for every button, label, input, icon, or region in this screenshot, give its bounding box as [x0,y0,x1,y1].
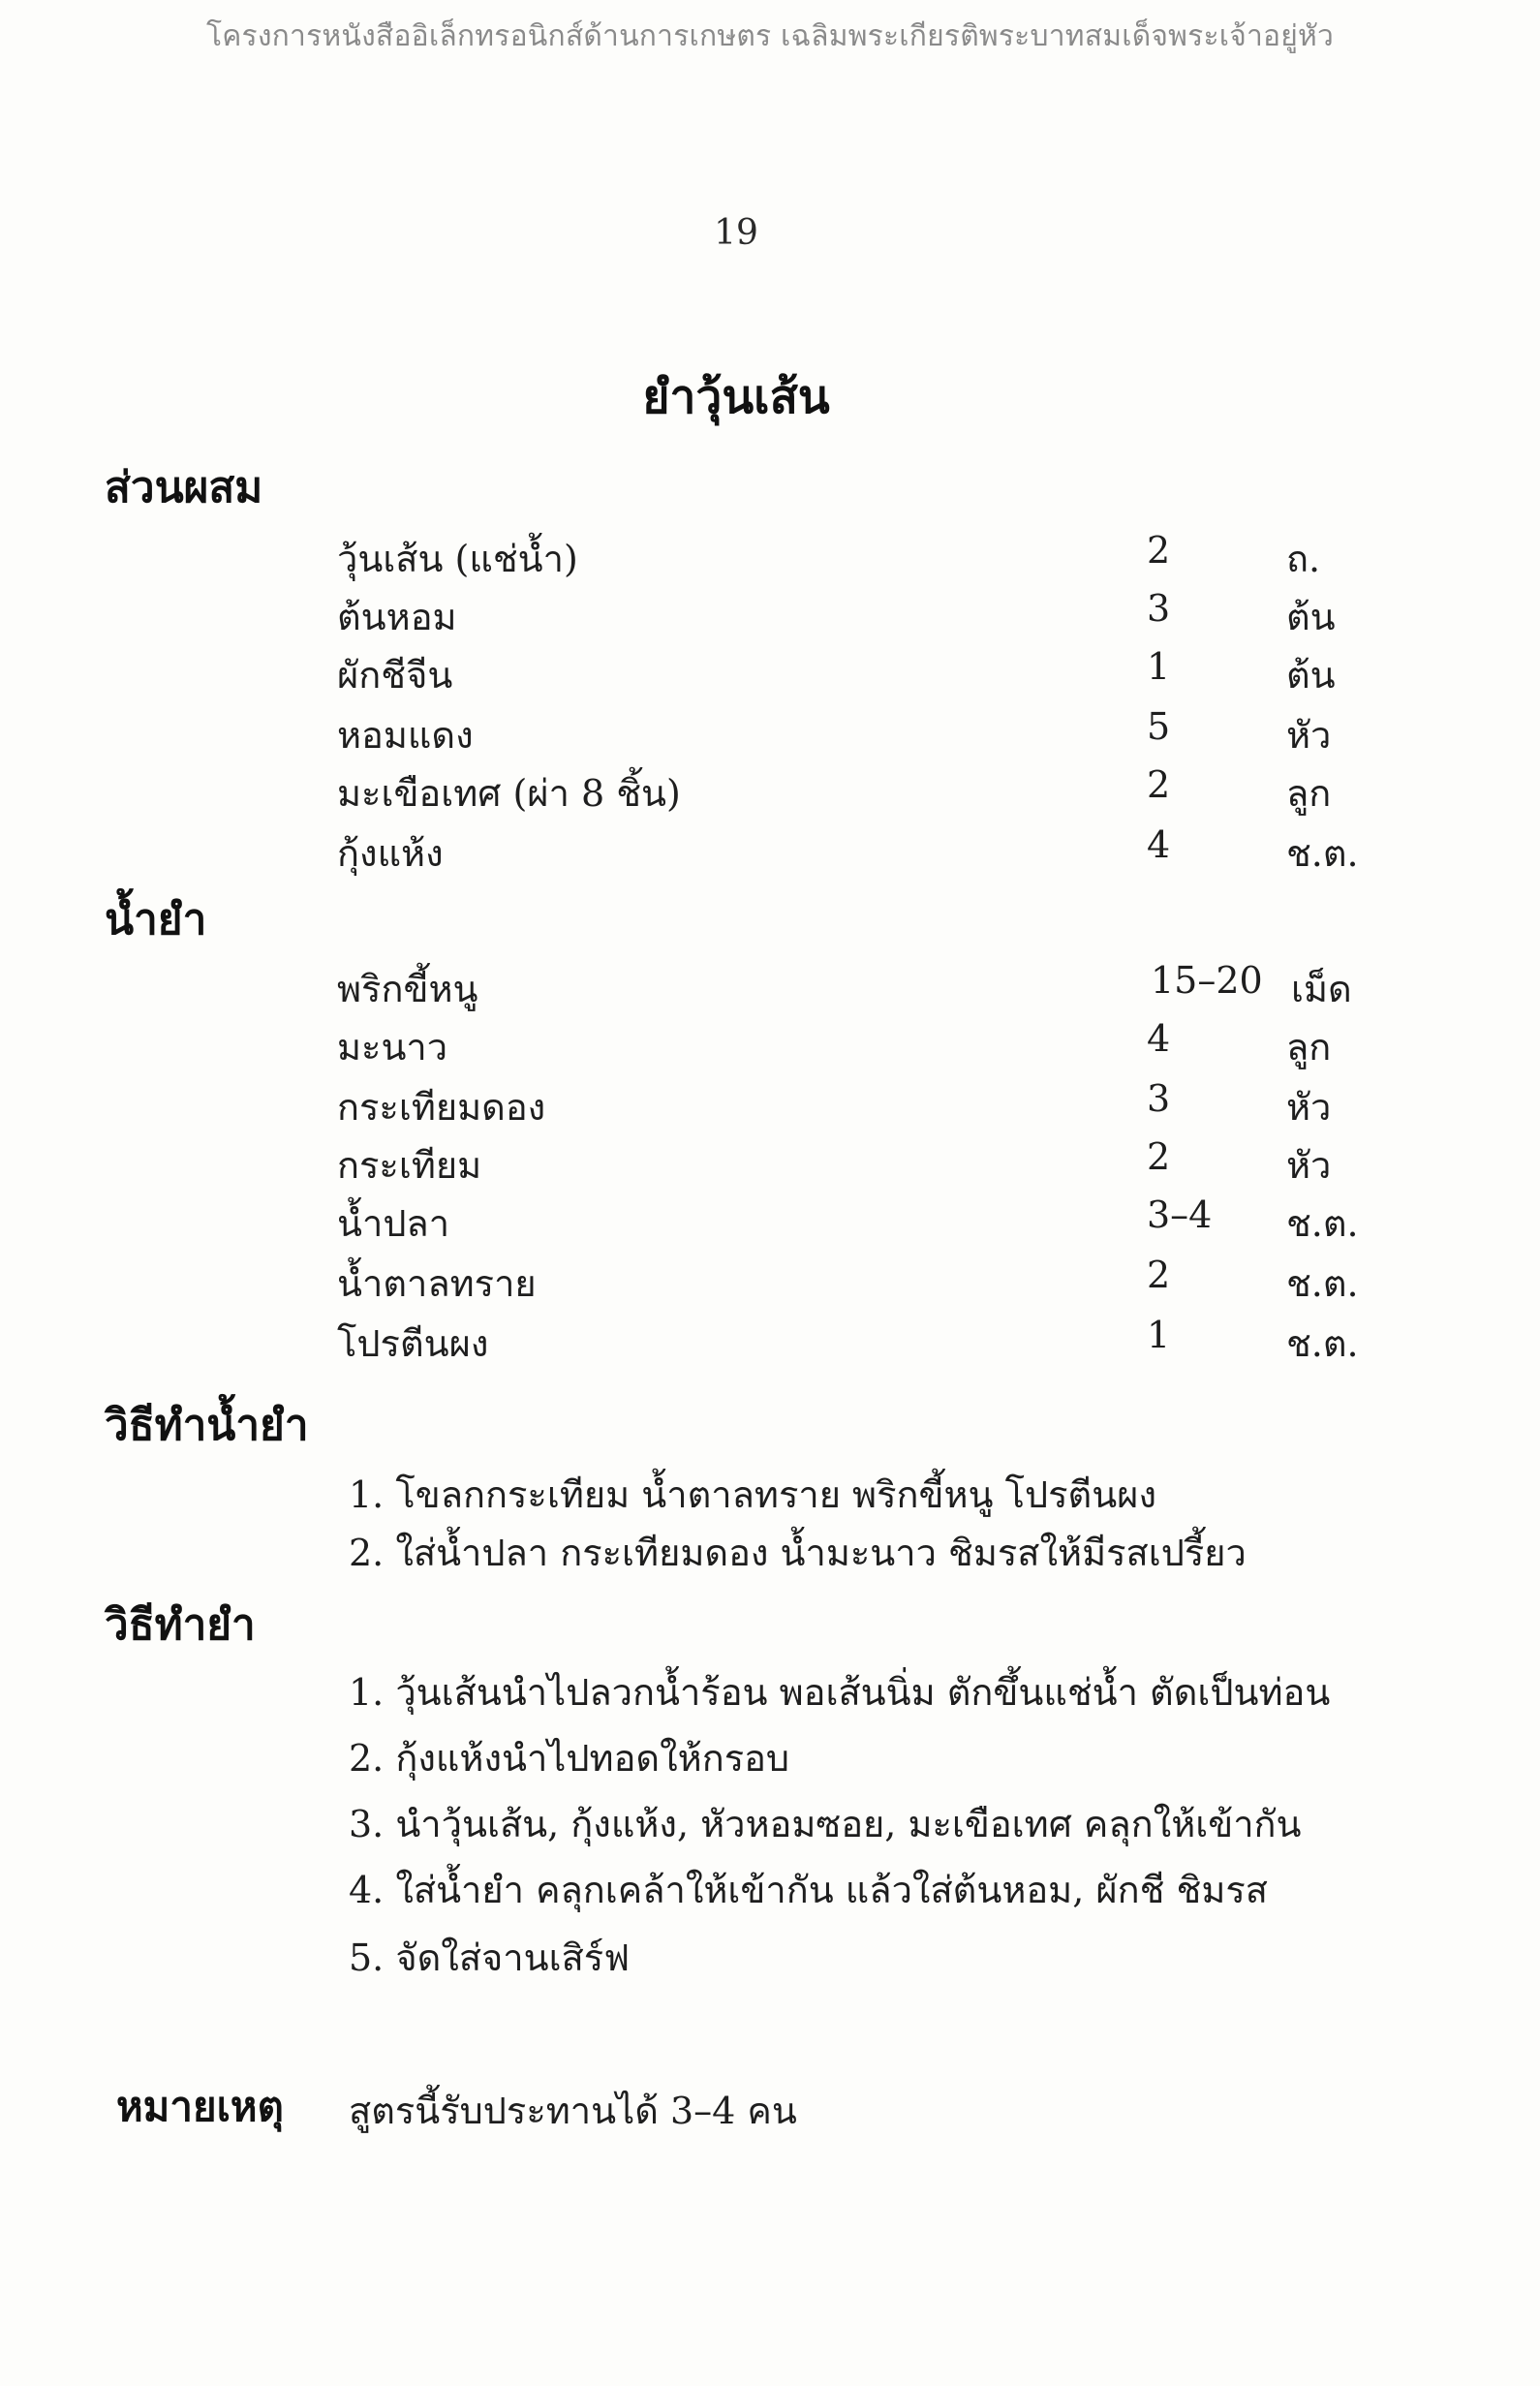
ingredient-name: ผักชีจีน [337,654,453,697]
dressing-name: มะนาว [337,1026,448,1069]
ingredient-unit: ต้น [1286,654,1336,697]
ingredient-name: กุ้งแห้ง [337,832,444,875]
dressing-name: โปรตีนผง [337,1322,489,1365]
dressing-row [337,1193,1383,1248]
ingredient-name: หอมแดง [337,714,474,757]
dressing-unit: ลูก [1286,1026,1332,1069]
dressing-unit: หัว [1286,1086,1332,1129]
dressing-row [337,1017,1383,1071]
salad-step: 3. นำวุ้นเส้น, กุ้งแห้ง, หัวหอมซอย, มะเขือเทศ คลุกให้เข้ากัน [349,1803,1302,1845]
section-dressing: น้ำยำ [105,895,207,945]
dressing-step: 2. ใส่น้ำปลา กระเทียมดอง น้ำมะนาว ชิมรสให้มีรสเปรี้ยว [349,1532,1247,1574]
section-salad-method: วิธีทำยำ [105,1600,256,1650]
section-ingredients: ส่วนผสม [105,463,263,512]
page-number: 19 [714,213,758,253]
dressing-unit: หัว [1286,1144,1332,1187]
ingredient-row [337,529,1383,583]
ingredient-name: มะเขือเทศ (ผ่า 8 ชิ้น) [337,772,681,815]
salad-step: 5. จัดใส่จานเสิร์ฟ [349,1937,631,1979]
ingredient-row [337,763,1383,818]
dressing-qty: 15–20 [1151,959,1263,1002]
ingredient-row [337,645,1383,699]
dressing-name: กระเทียม [337,1144,482,1187]
dressing-unit: ช.ต. [1286,1202,1359,1245]
ingredient-unit: ลูก [1286,772,1332,815]
dressing-qty: 3 [1147,1077,1171,1120]
recipe-title: ยำวุ้นเส้น [642,370,830,424]
dressing-name: น้ำปลา [337,1202,450,1245]
note-text: สูตรนี้รับประทานได้ 3–4 คน [349,2090,797,2132]
ingredient-qty: 4 [1147,823,1171,866]
ingredient-qty: 1 [1147,645,1171,688]
ingredient-qty: 2 [1147,763,1171,806]
dressing-qty: 2 [1147,1135,1171,1178]
ingredient-qty: 3 [1147,587,1171,630]
dressing-name: พริกขี้หนู [337,968,478,1010]
dressing-row [337,1135,1383,1190]
page-header: โครงการหนังสืออิเล็กทรอนิกส์ด้านการเกษตร เฉลิมพระเกียรติพระบาทสมเด็จพระเจ้าอยู่หัว [205,19,1335,53]
section-dressing-method: วิธีทำน้ำยำ [105,1401,309,1450]
salad-step: 1. วุ้นเส้นนำไปลวกน้ำร้อน พอเส้นนิ่ม ตักขึ้นแช่น้ำ ตัดเป็นท่อน [349,1671,1331,1714]
ingredient-name: วุ้นเส้น (แช่น้ำ) [337,538,578,580]
ingredient-unit: หัว [1286,714,1332,757]
ingredient-qty: 5 [1147,705,1171,748]
dressing-row [337,1077,1383,1131]
ingredient-row [337,705,1383,759]
salad-step: 4. ใส่น้ำยำ คลุกเคล้าให้เข้ากัน แล้วใส่ต้นหอม, ผักชี ชิมรส [349,1869,1268,1911]
dressing-row [337,1254,1383,1308]
ingredient-name: ต้นหอม [337,596,457,638]
ingredient-row [337,823,1383,878]
dressing-qty: 2 [1147,1254,1171,1296]
dressing-row [337,959,1383,1013]
dressing-qty: 4 [1147,1017,1171,1060]
dressing-name: กระเทียมดอง [337,1086,546,1129]
dressing-name: น้ำตาลทราย [337,1262,537,1305]
ingredient-qty: 2 [1147,529,1171,572]
ingredient-unit: ต้น [1286,596,1336,638]
dressing-qty: 1 [1147,1314,1171,1356]
note-label: หมายเหตุ [116,2083,284,2130]
dressing-qty: 3–4 [1147,1193,1213,1236]
salad-step: 2. กุ้งแห้งนำไปทอดให้กรอบ [349,1737,790,1780]
dressing-unit: เม็ด [1291,968,1352,1010]
dressing-step: 1. โขลกกระเทียม น้ำตาลทราย พริกขี้หนู โปรตีนผง [349,1473,1156,1516]
dressing-row [337,1314,1383,1368]
dressing-unit: ช.ต. [1286,1262,1359,1305]
ingredient-unit: ถ. [1286,538,1321,580]
dressing-unit: ช.ต. [1286,1322,1359,1365]
ingredient-row [337,587,1383,641]
ingredient-unit: ช.ต. [1286,832,1359,875]
